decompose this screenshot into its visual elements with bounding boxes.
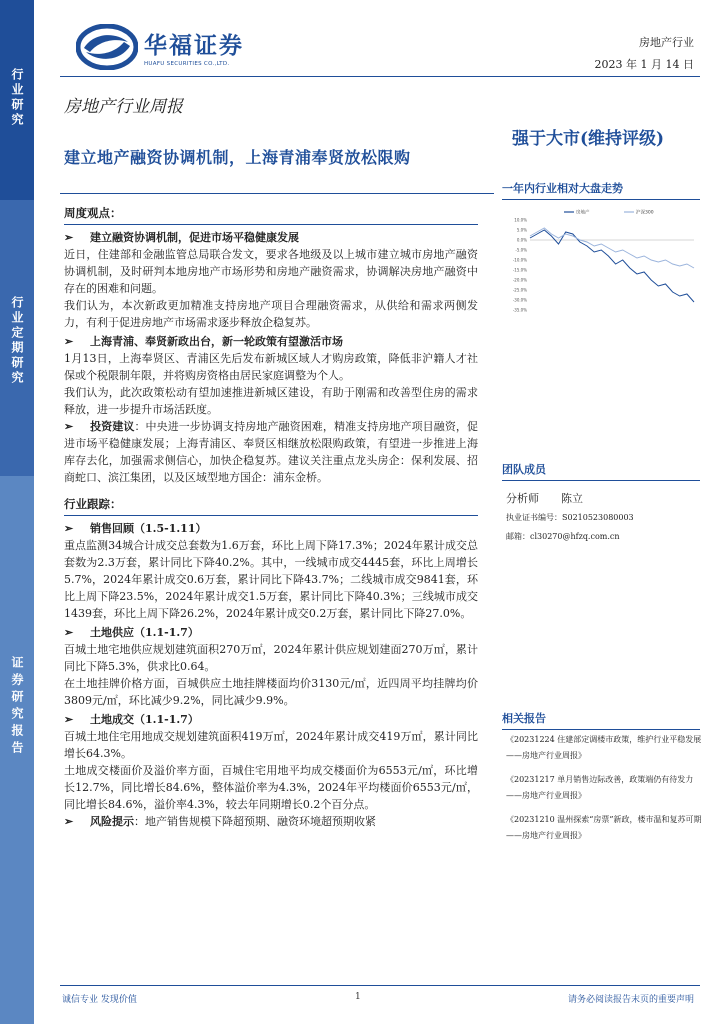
paragraph: 我们认为，此次政策松动有望加速推进新城区建设，有助于刚需和改善型住房的需求释放，进一步提升市场活跃度。	[64, 386, 478, 416]
sidebar-label: 行业定期研究	[10, 296, 24, 386]
section-divider	[64, 224, 478, 225]
paragraph: 1月13日，上海奉贤区、青浦区先后发布新城区域人才购房政策，降低非沪籍人才社保或个税限制年限，并将购房资格由居民家庭调整为个人。	[64, 352, 478, 382]
industry-label: 房地产行业	[639, 36, 694, 49]
sidebar-label: 证券研究报告	[10, 656, 24, 758]
advice-label: 投资建议	[90, 420, 135, 433]
paragraph: 近日，住建部和金融监管总局联合发文，要求各地级及以上城市建立城市房地产融资协调机制，及时研判本地房地产市场形势和房地产融资需求，协调解决房地产融资中存在的困难和问题。	[64, 248, 478, 295]
investment-advice	[64, 418, 478, 486]
bullet-text: 建立融资协调机制，促进市场平稳健康发展	[90, 231, 299, 244]
risk-warning	[64, 813, 478, 830]
y-tick-label: -35.0%	[512, 307, 527, 312]
arrow-bullet-icon: ➢	[64, 815, 74, 828]
y-tick-label: -15.0%	[512, 267, 527, 273]
footer-disclaimer: 请务必阅读报告末页的重要声明	[567, 995, 694, 1005]
section-divider	[64, 515, 478, 516]
company-logo	[76, 24, 244, 70]
risk-text: ：地产销售规模下降超预期、融资环境超预期收紧	[134, 815, 376, 828]
bullet-text: 土地供应（1.1-1.7）	[90, 626, 199, 639]
tracking-heading: 行业跟踪：	[64, 497, 122, 511]
email[interactable]: 邮箱：cl30270@hfzq.com.cn	[506, 532, 620, 541]
right-column	[502, 180, 700, 312]
related-reports-list	[506, 732, 702, 852]
bullet-heading	[64, 333, 478, 350]
license-number: 执业证书编号：S0210523080003	[506, 513, 634, 522]
header-divider	[60, 76, 700, 77]
y-tick-label: -10.0%	[512, 257, 527, 263]
bullet-text: 土地成交（1.1-1.7）	[90, 713, 199, 726]
related-report-item[interactable]: 《20231224 住建部定调楼市政策，维护行业平稳发展——房地产行业周报》	[506, 735, 702, 760]
report-date: 2023 年 1 月 14 日	[594, 58, 694, 71]
bullet-text: 销售回顾（1.5-1.11）	[90, 522, 207, 535]
y-tick-label: 5.0%	[516, 227, 527, 233]
paragraph: 土地成交楼面价及溢价率方面，百城住宅用地平均成交楼面价为6553元/㎡，环比增长12.7%，同比增长84.6%，整体溢价率为4.3%，2024年平均楼面价6553元/㎡，同比增长84.6%，溢价率4.3%，较去年同期增长0.2个百分点。	[64, 764, 478, 811]
chart-title: 一年内行业相对大盘走势	[502, 180, 700, 200]
left-sidebar	[0, 0, 34, 1024]
y-tick-label: -5.0%	[515, 247, 527, 253]
document-type: 房地产行业周报	[64, 97, 183, 117]
paragraph: 在土地挂牌价格方面，百城供应土地挂牌楼面均价3130元/㎡，近四周平均挂牌均价3809元/㎡，环比减少9.2%，同比减少9.9%。	[64, 677, 478, 707]
analyst-role: 分析师	[506, 492, 539, 505]
analyst-row	[506, 489, 702, 508]
footer-divider	[60, 985, 700, 986]
team-info	[506, 489, 702, 546]
sidebar-segment-industry-research	[0, 0, 34, 200]
main-content	[64, 205, 478, 830]
legend-label: 沪深300	[636, 210, 654, 216]
huafu-logo-icon	[76, 24, 138, 70]
industry-rating: 强于大市(维持评级)	[512, 129, 665, 149]
sidebar-segment-periodic-research	[0, 200, 34, 476]
bullet-heading	[64, 624, 478, 641]
related-report-item[interactable]: 《20231217 单月销售边际改善，政策端仍有待发力——房地产行业周报》	[506, 775, 694, 800]
paragraph: 我们认为，本次新政更加精准支持房地产项目合理融资需求，从供给和需求两侧发力，有利于促进房地产市场需求逐步释放企稳复苏。	[64, 299, 478, 329]
paragraph: 重点监测34城合计成交总套数为1.6万套，环比上周下降17.3%；2024年累计成交总套数为2.3万套，累计同比下降40.2%。其中，一线城市成交4445套，环比上周增长5.7%，2024年累计成交0.6万套，累计同比下降43.7%；二线城市成交9841套，环比上周下降23.5%，2024年累计成交1.5万套，累计同比下降40.3%；三线城市成交1439套，环比上周下降26.2%，2024年累计成交0.2万套，累计同比下降27.0%。	[64, 539, 478, 620]
sidebar-segment-securities-report	[0, 476, 34, 1024]
related-reports-title: 相关报告	[502, 710, 700, 730]
weekly-view-heading: 周度观点：	[64, 206, 122, 220]
paragraph: 百城土地宅地供应规划建筑面积270万㎡，2024年累计供应规划建面270万㎡，累计同比下降5.3%，供求比0.64。	[64, 643, 478, 673]
logo-english-name: HUAFU SECURITIES CO.,LTD.	[144, 61, 230, 67]
y-tick-label: 10.0%	[514, 217, 527, 223]
paragraph: 百城土地住宅用地成交规划建筑面积419万㎡，2024年累计成交419万㎡，累计同比增长64.3%。	[64, 730, 478, 760]
sidebar-label: 行业研究	[10, 68, 24, 128]
document-title: 建立地产融资协调机制，上海青浦奉贤放松限购	[64, 148, 411, 167]
arrow-bullet-icon: ➢	[64, 420, 74, 433]
arrow-bullet-icon: ➢	[64, 231, 74, 244]
arrow-bullet-icon: ➢	[64, 522, 74, 535]
arrow-bullet-icon: ➢	[64, 713, 74, 726]
y-tick-label: -30.0%	[512, 297, 527, 303]
series-line-0	[530, 230, 694, 302]
arrow-bullet-icon: ➢	[64, 335, 74, 348]
risk-label: 风险提示	[90, 815, 134, 828]
chart-svg	[502, 206, 700, 312]
bullet-heading	[64, 229, 478, 246]
advice-text: ：中央进一步协调支持房地产融资困难，精准支持房地产项目融资，促进市场平稳健康发展；上海青浦区、奉贤区相继放松限购政策，有望进一步推进上海库存去化，加强需求侧信心，加快企稳复苏。建议关注重点龙头房企：保利发展、招商蛇口、滨江集团，以及区域型地方国企：浦东金桥。	[64, 420, 479, 484]
related-report-item[interactable]: 《20231210 温州探索“房票”新政，楼市温和复苏可期——房地产行业周报》	[506, 815, 702, 840]
bullet-heading	[64, 711, 478, 728]
footer-slogan: 诚信专业 发现价值	[62, 995, 137, 1005]
legend-label: 房地产	[576, 210, 590, 216]
page-number: 1	[355, 992, 361, 1002]
relative-performance-chart	[502, 206, 700, 312]
y-tick-label: -20.0%	[512, 277, 527, 283]
title-divider	[60, 193, 494, 194]
series-line-1	[530, 228, 694, 268]
logo-chinese-name: 华福证券	[144, 33, 244, 59]
header-meta	[595, 32, 694, 76]
y-tick-label: -25.0%	[512, 287, 527, 293]
analyst-name: 陈立	[561, 492, 583, 505]
team-title: 团队成员	[502, 461, 700, 481]
bullet-heading	[64, 520, 478, 537]
y-tick-label: 0.0%	[516, 237, 527, 243]
arrow-bullet-icon: ➢	[64, 626, 74, 639]
bullet-text: 上海青浦、奉贤新政出台，新一轮政策有望激活市场	[90, 335, 343, 348]
